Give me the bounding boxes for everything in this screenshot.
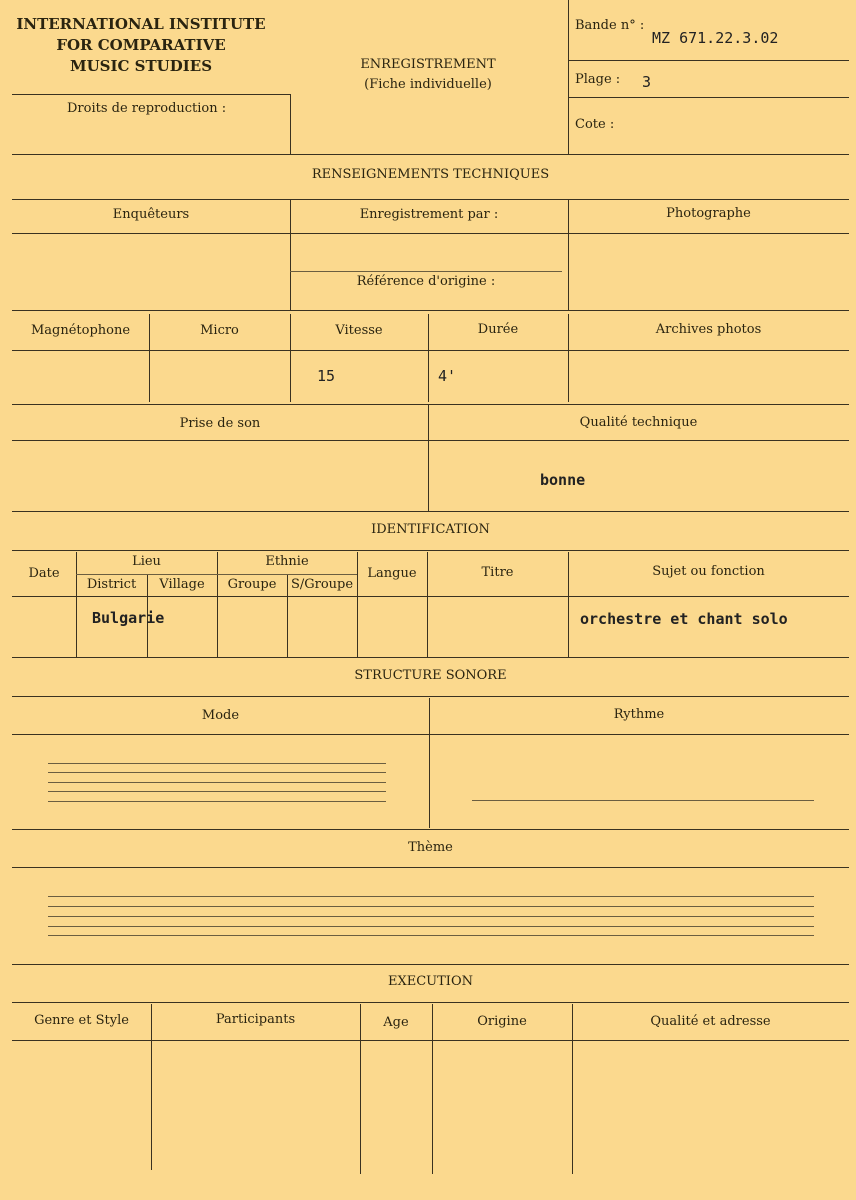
identification-section-title: IDENTIFICATION [371,522,490,537]
technique-bottom-line [12,511,849,512]
structure-section-title: STRUCTURE SONORE [354,668,507,683]
archives-photos-label: Archives photos [655,322,762,337]
groupe-label: Groupe [227,577,277,592]
theme-staff-line-5 [48,935,814,936]
langue-label: Langue [367,566,417,581]
date-label: Date [28,566,60,581]
ident-divider-titre [568,552,569,657]
qualite-technique-value: bonne [540,471,586,489]
participants-label: Participants [215,1012,296,1027]
exec-header-line [12,1040,849,1041]
theme-bottom-line [12,964,849,965]
age-label: Age [383,1015,409,1030]
mode-staff-line-5 [48,801,386,802]
technique-section-title: RENSEIGNEMENTS TECHNIQUES [311,167,550,182]
micro-label: Micro [200,323,239,338]
bande-value: MZ 671.22.3.02 [652,29,779,47]
bande-bottom-line [568,60,849,61]
sgroupe-label: S/Groupe [290,577,354,592]
tech-row3-divider [428,404,429,511]
rythme-line [472,800,814,801]
tech-row2-divider-1 [149,314,150,402]
theme-label: Thème [408,840,453,855]
theme-staff-line-4 [48,926,814,927]
titre-label: Titre [481,565,514,580]
institute-name-line1: INTERNATIONAL INSTITUTE [16,15,266,33]
duree-value: 4' [438,367,457,385]
mode-label: Mode [201,708,240,723]
theme-header-line [12,867,849,868]
genre-style-label: Genre et Style [34,1013,129,1028]
ident-divider-village [217,552,218,657]
bande-label: Bande n° : [575,18,645,33]
qualite-adresse-label: Qualité et adresse [650,1014,771,1029]
tech-row3-header-line [12,440,849,441]
tech-row2-divider-4 [568,314,569,402]
form-title: ENREGISTREMENT [360,57,496,72]
village-label: Village [159,577,205,592]
theme-staff-line-3 [48,916,814,917]
technique-title-bottom-line [12,199,849,200]
prise-de-son-label: Prise de son [179,416,261,431]
enregistrement-par-rule [290,271,562,272]
vitesse-value: 15 [317,367,336,385]
theme-staff-line-1 [48,896,814,897]
reference-origine-label: Référence d'origine : [356,274,496,289]
ident-divider-sgroupe [357,552,358,657]
lieu-sub-line [76,574,217,575]
structure-divider [429,698,430,828]
tech-row2-header-line [12,350,849,351]
district-value: Bulgarie [92,609,165,627]
plage-label: Plage : [575,72,621,87]
tech-row2-divider-2 [290,314,291,402]
structure-header-line [12,734,849,735]
ethnie-sub-line [217,574,357,575]
ethnie-label: Ethnie [265,554,309,569]
sujet-label: Sujet ou fonction [652,564,765,579]
execution-title-bottom-line [12,1002,849,1003]
tech-header-line [12,233,849,234]
origine-label: Origine [477,1014,527,1029]
exec-divider-3 [432,1004,433,1174]
ident-divider-langue [427,552,428,657]
ident-divider-groupe [287,575,288,657]
identification-bottom-line [12,657,849,658]
mode-staff-line-3 [48,782,386,783]
droits-right-line [290,94,291,154]
mode-staff-line-4 [48,791,386,792]
exec-divider-4 [572,1004,573,1174]
vitesse-label: Vitesse [335,323,383,338]
theme-staff-line-2 [48,906,814,907]
institute-name-line2: FOR COMPARATIVE [56,36,226,54]
tech-row2-bottom-line [12,404,849,405]
plage-bottom-line [568,97,849,98]
duree-label: Durée [477,322,519,337]
cote-label: Cote : [575,117,615,132]
lieu-label: Lieu [132,554,161,569]
exec-divider-1 [151,1004,152,1170]
structure-bottom-line [12,829,849,830]
exec-divider-2 [360,1004,361,1174]
qualite-technique-label: Qualité technique [579,415,698,430]
mode-staff-line-1 [48,763,386,764]
ident-header-bottom-line [12,596,849,597]
header-bottom-line [12,154,849,155]
magnetophone-label: Magnétophone [30,323,131,338]
plage-value: 3 [642,73,652,91]
rythme-label: Rythme [613,707,665,722]
enqueteurs-label: Enquêteurs [112,207,190,222]
structure-title-bottom-line [12,696,849,697]
identification-title-bottom-line [12,550,849,551]
ident-divider-date [76,552,77,657]
header-right-divider [568,0,569,154]
enregistrement-par-label: Enregistrement par : [359,207,499,222]
droits-top-line [12,94,291,95]
tech-divider-2 [568,199,569,310]
district-label: District [86,577,137,592]
mode-staff-line-2 [48,772,386,773]
droits-label: Droits de reproduction : [67,101,227,116]
tech-divider-1 [290,199,291,310]
tech-row1-bottom-line [12,310,849,311]
sujet-value: orchestre et chant solo [580,610,788,628]
institute-name-line3: MUSIC STUDIES [69,57,213,75]
tech-row2-divider-3 [428,314,429,402]
photographe-label: Photographe [666,206,751,221]
form-subtitle: (Fiche individuelle) [364,77,492,92]
execution-section-title: EXECUTION [388,974,473,989]
